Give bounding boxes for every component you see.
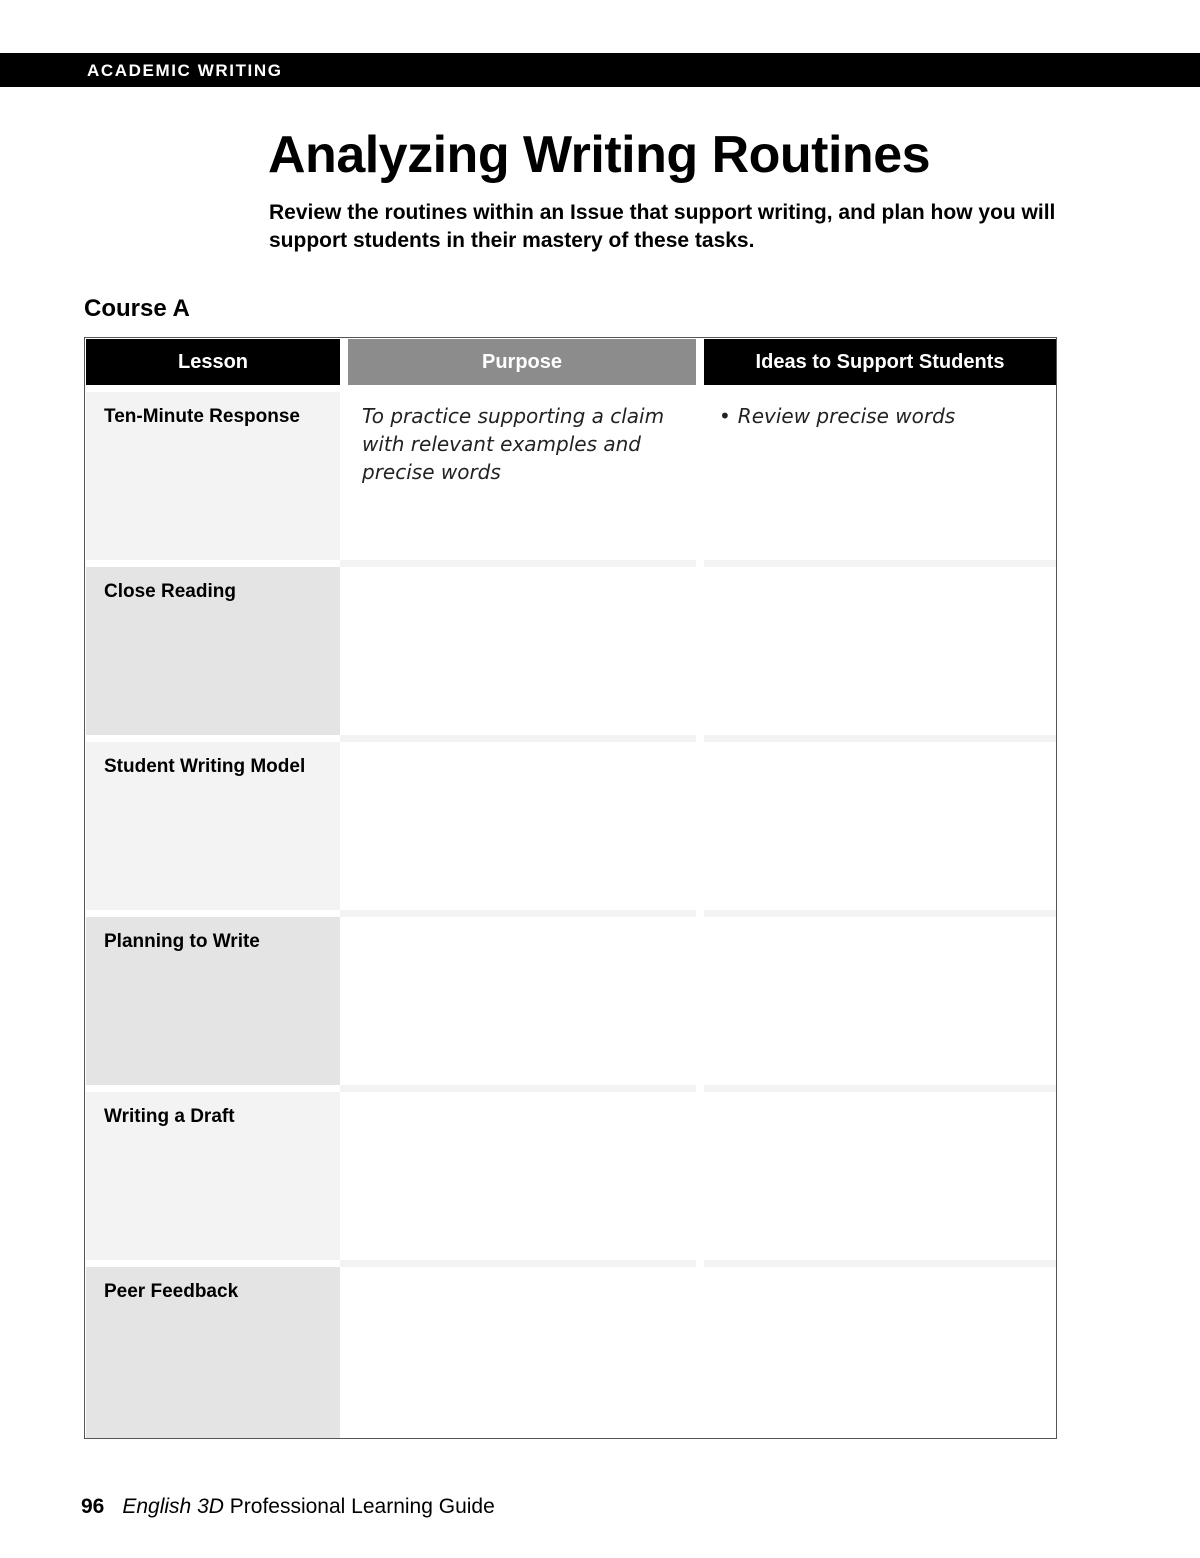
lesson-cell-writing-a-draft: Writing a Draft [86, 1092, 340, 1260]
lesson-cell-student-writing-model: Student Writing Model [86, 742, 340, 910]
purpose-cell-ten-minute-response: To practice supporting a claim with relevant examples and precise words [362, 404, 665, 484]
lesson-cell-ten-minute-response: Ten-Minute Response [86, 392, 340, 560]
intro-text: Review the routines within an Issue that support writing, and plan how you will support students in their mastery of these tasks. [269, 201, 1056, 252]
page-title: Analyzing Writing Routines [268, 126, 931, 184]
page-footer [81, 1495, 495, 1519]
column-header-purpose: Purpose [348, 339, 696, 385]
book-subtitle: Professional Learning Guide [229, 1495, 495, 1518]
column-header-ideas: Ideas to Support Students [704, 339, 1056, 385]
idea-item: • Review precise words [719, 402, 1049, 430]
book-title: English 3D [122, 1495, 224, 1518]
section-label: ACADEMIC WRITING [87, 61, 283, 80]
course-heading: Course A [84, 295, 190, 322]
lesson-cell-close-reading: Close Reading [86, 567, 340, 735]
column-header-lesson: Lesson [86, 339, 340, 385]
routines-table [84, 337, 1057, 1439]
lesson-cell-planning-to-write: Planning to Write [86, 917, 340, 1085]
section-banner [0, 53, 1200, 87]
column-divider [696, 385, 704, 1438]
lesson-cell-peer-feedback: Peer Feedback [86, 1267, 340, 1438]
page-number: 96 [81, 1495, 105, 1518]
ideas-cell-ten-minute-response [719, 402, 1049, 430]
